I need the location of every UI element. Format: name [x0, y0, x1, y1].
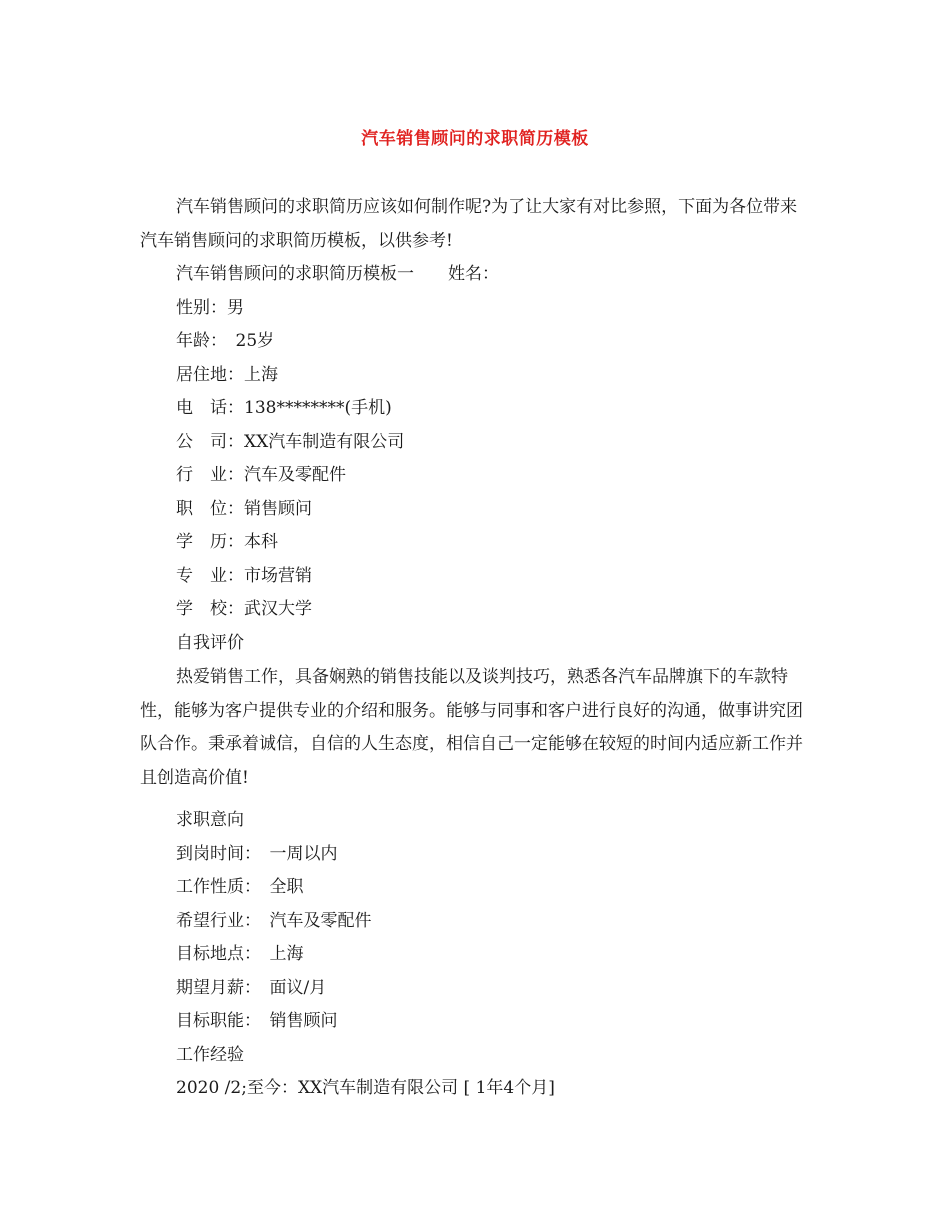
arrival-time-line: 到岗时间： 一周以内: [176, 843, 338, 864]
self-evaluation-paragraph: [140, 661, 812, 795]
self-evaluation-heading: 自我评价: [176, 632, 244, 653]
major-line: 专 业：市场营销: [176, 565, 312, 586]
phone-line: 电 话：138********(手机): [176, 398, 392, 418]
industry-line: 行 业：汽车及零配件: [176, 465, 346, 485]
job-intent-heading: 求职意向: [176, 810, 244, 830]
company-line: 公 司：XX汽车制造有限公司: [176, 431, 405, 452]
gender-line: 性别：男: [176, 297, 244, 318]
job-nature-line: 工作性质： 全职: [176, 877, 304, 897]
basic-info-list: [176, 258, 499, 660]
education-line: 学 历：本科: [176, 532, 278, 552]
job-intent-list: [176, 804, 555, 1106]
school-line: 学 校：武汉大学: [176, 599, 312, 619]
intro-paragraph: [140, 191, 812, 258]
resume-template-heading: 汽车销售顾问的求职简历模板一 姓名：: [176, 264, 499, 284]
position-line: 职 位：销售顾问: [176, 498, 312, 519]
work-experience-entry: 2020 /2;至今：XX汽车制造有限公司 [ 1年4个月]: [176, 1078, 555, 1098]
target-function-line: 目标职能： 销售顾问: [176, 1011, 338, 1031]
residence-line: 居住地：上海: [176, 364, 278, 385]
self-evaluation-text: 热爱销售工作，具备娴熟的销售技能以及谈判技巧，熟悉各汽车品牌旗下的车款特性，能够为客户提供专业的介绍和服务。能够与同事和客户进行良好的沟通，做事讲究团队合作。秉承着诚信，自信的人生态度，相信自己一定能够在较短的时间内适应新工作并且创造高价值!: [140, 667, 803, 788]
age-line: 年龄： 25岁: [176, 331, 275, 351]
document-title: 汽车销售顾问的求职简历模板: [361, 129, 589, 149]
target-location-line: 目标地点： 上海: [176, 944, 304, 964]
intro-text: 汽车销售顾问的求职简历应该如何制作呢?为了让大家有对比参照，下面为各位带来汽车销售顾问的求职简历模板，以供参考!: [140, 197, 798, 251]
desired-industry-line: 希望行业： 汽车及零配件: [176, 910, 372, 931]
work-experience-heading: 工作经验: [176, 1044, 244, 1065]
expected-salary-line: 期望月薪： 面议/月: [176, 977, 327, 998]
